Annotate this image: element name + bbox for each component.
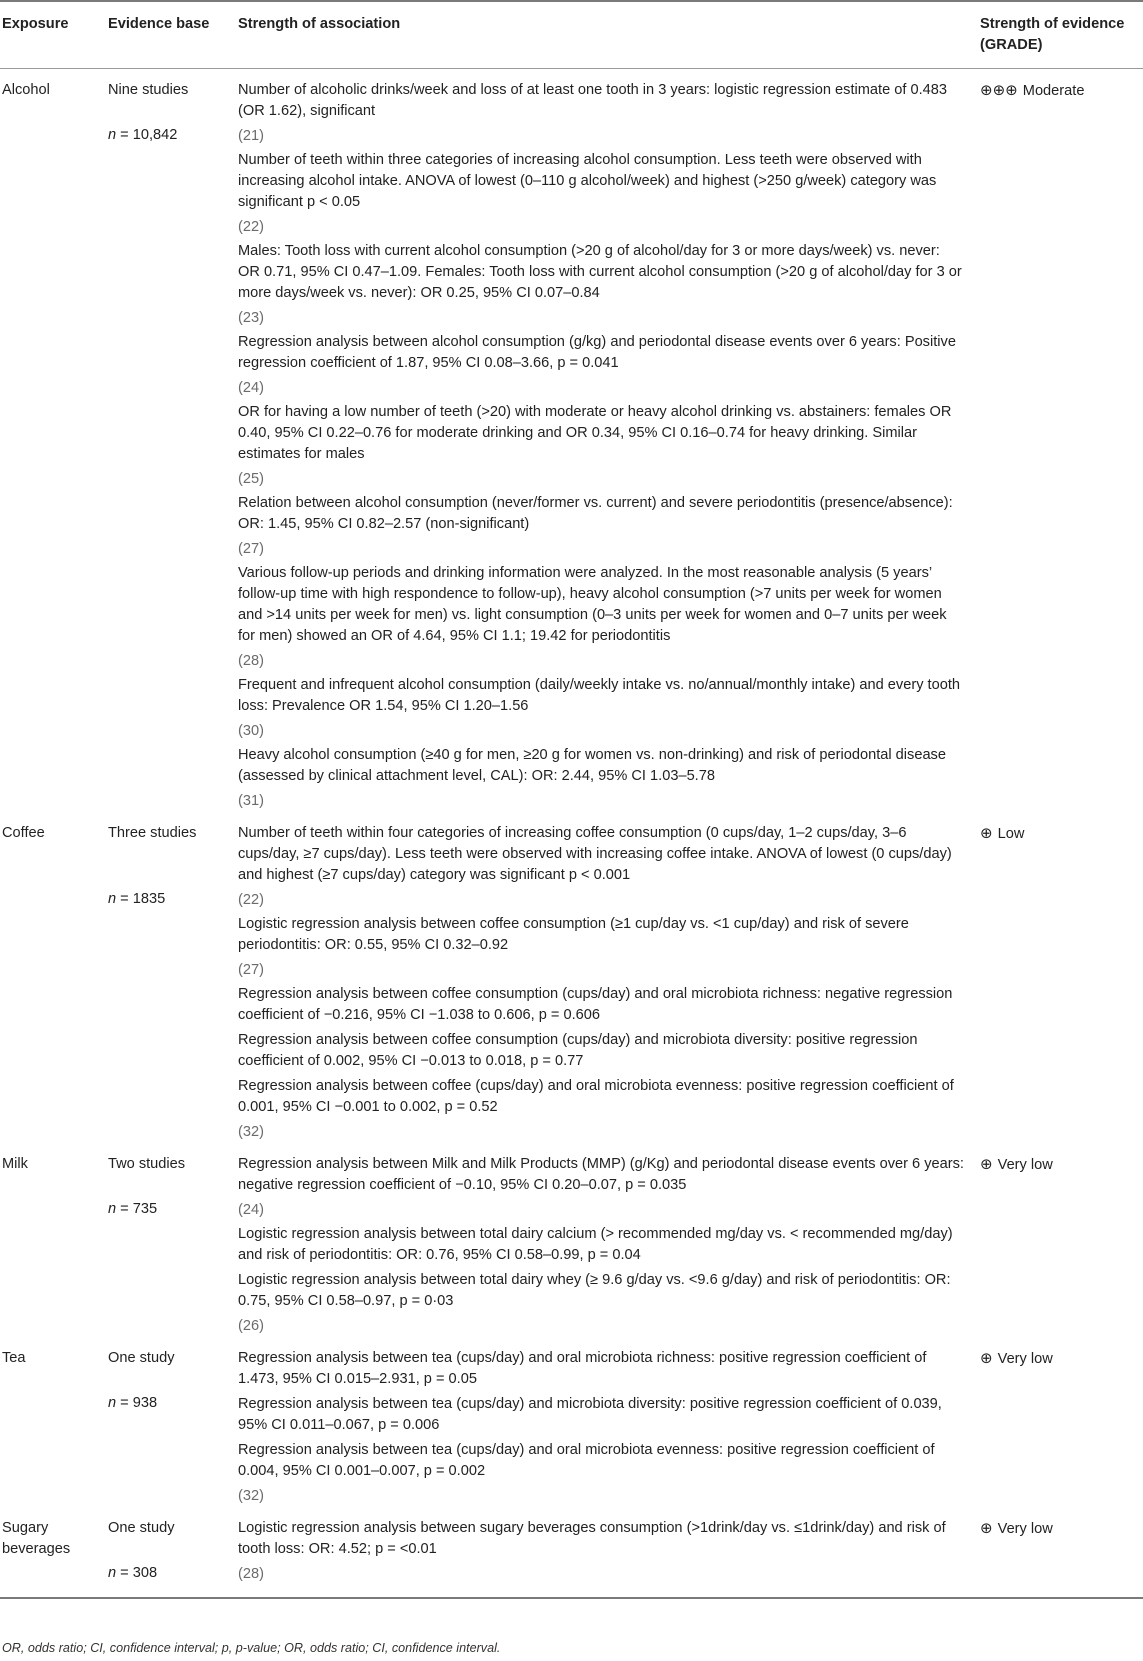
table-footnote: OR, odds ratio; CI, confidence interval; p, p-value; OR, odds ratio; CI, confidence interval. bbox=[2, 1641, 501, 1655]
table-row-sugary-beverages bbox=[0, 1510, 1143, 1598]
evidence-base-cell bbox=[102, 1146, 226, 1340]
sample-size bbox=[108, 1563, 226, 1584]
grade-label: Low bbox=[997, 826, 1025, 842]
grade-label: Very low bbox=[997, 1351, 1053, 1367]
reference-citation: (32) bbox=[238, 1488, 264, 1504]
exposure-cell: Alcohol bbox=[2, 82, 50, 98]
association-text: Regression analysis between coffee (cups/day) and oral microbiota evenness: positive regression coefficient of 0.001, 95% CI −0.001 to 0.002, p = 0.52 bbox=[238, 1078, 954, 1115]
reference-citation: (21) bbox=[238, 128, 264, 144]
n-value: = 308 bbox=[116, 1565, 158, 1581]
table-body bbox=[0, 69, 1143, 1599]
grade-symbols: ⊕ bbox=[980, 825, 993, 842]
studies-count: Two studies bbox=[108, 1156, 186, 1172]
reference-citation: (31) bbox=[238, 793, 264, 809]
header-exposure: Exposure bbox=[0, 1, 102, 69]
reference-citation: (26) bbox=[238, 1318, 264, 1334]
association-text: Regression analysis between tea (cups/day) and oral microbiota evenness: positive regression coefficient of 0.004, 95% CI 0.001–0.007, p = 0.002 bbox=[238, 1442, 935, 1479]
association-text: Heavy alcohol consumption (≥40 g for men, ≥20 g for women vs. non-drinking) and risk of periodontal disease (assessed by clinical attachment level, CAL): OR: 2.44, 95% CI 1.03–5.78 bbox=[238, 747, 946, 784]
grade-label: Very low bbox=[997, 1157, 1053, 1173]
grade-symbols: ⊕ bbox=[980, 1156, 993, 1173]
table-row-milk bbox=[0, 1146, 1143, 1340]
association-text: Relation between alcohol consumption (never/former vs. current) and severe periodontitis (presence/absence): OR: 1.45, 95% CI 0.82–2.57 (non-significant) bbox=[238, 495, 953, 532]
n-label: n bbox=[108, 1395, 117, 1411]
n-value: = 1835 bbox=[116, 891, 166, 907]
reference-citation: (24) bbox=[238, 380, 264, 396]
grade-cell bbox=[972, 1146, 1143, 1340]
association-text: Number of teeth within four categories of increasing coffee consumption (0 cups/day, 1–2 cups/day, 3–6 cups/day, ≥7 cups/day). Less teeth were observed with increasing coffee intake. ANOVA of lowest (0 cups/day) and highest (≥7 cups/day) category was significant p < 0.001 bbox=[238, 825, 952, 883]
reference-citation: (28) bbox=[238, 1566, 264, 1582]
n-label: n bbox=[108, 1201, 117, 1217]
exposure-cell: Sugary beverages bbox=[0, 1510, 102, 1598]
association-text: Regression analysis between alcohol consumption (g/kg) and periodontal disease events over 6 years: Positive regression coefficient of 1.87, 95% CI 0.08–3.66, p = 0.041 bbox=[238, 334, 956, 371]
grade-symbols: ⊕ bbox=[980, 1520, 993, 1537]
reference-citation: (25) bbox=[238, 471, 264, 487]
evidence-base-cell bbox=[102, 815, 226, 1146]
sample-size bbox=[108, 889, 226, 910]
n-label: n bbox=[108, 891, 117, 907]
header-evidence-base: Evidence base bbox=[102, 1, 226, 69]
studies-count: Three studies bbox=[108, 825, 197, 841]
grade-cell bbox=[972, 69, 1143, 816]
association-text: Regression analysis between tea (cups/day) and microbiota diversity: positive regression coefficient of 0.039, 95% CI 0.011–0.067, p = 0.006 bbox=[238, 1396, 942, 1433]
association-text: Regression analysis between coffee consumption (cups/day) and microbiota diversity: positive regression coefficient of 0.002, 95% CI −0.013 to 0.018, p = 0.77 bbox=[238, 1032, 918, 1069]
association-text: Logistic regression analysis between coffee consumption (≥1 cup/day vs. <1 cup/day) and risk of severe periodontitis: OR: 0.55, 95% CI 0.32–0.92 bbox=[238, 916, 909, 953]
association-text: Logistic regression analysis between total dairy calcium (> recommended mg/day vs. < recommended mg/day) and risk of periodontitis: OR: 0.76, 95% CI 0.58–0.99, p = 0.04 bbox=[238, 1226, 953, 1263]
association-text: Frequent and infrequent alcohol consumption (daily/weekly intake vs. no/annual/monthly intake) and every tooth loss: Prevalence OR 1.54, 95% CI 1.20–1.56 bbox=[238, 677, 961, 714]
grade-cell bbox=[972, 1510, 1143, 1598]
association-text: OR for having a low number of teeth (>20) with moderate or heavy alcohol drinking vs. abstainers: females OR 0.40, 95% CI 0.22–0.76 for moderate drinking and OR 0.34, 95% CI 0.16–0.74 for heavy drinking. Similar estimates for males bbox=[238, 404, 952, 462]
grade-label: Moderate bbox=[1022, 83, 1085, 99]
association-text: Logistic regression analysis between sugary beverages consumption (>1drink/day vs. ≤1drink/day) and risk of tooth loss: OR: 4.52; p = <0.01 bbox=[238, 1520, 946, 1557]
sample-size bbox=[108, 1199, 226, 1220]
sample-size bbox=[108, 125, 226, 146]
grade-label: Very low bbox=[997, 1521, 1053, 1537]
reference-citation: (24) bbox=[238, 1202, 264, 1218]
association-text: Various follow-up periods and drinking information were analyzed. In the most reasonable analysis (5 years’ follow-up time with high respondence to follow-up), heavy alcohol consumption (>7 units per week for women and >14 units per week for men) vs. light consumption (0–3 units per week for women and 0–7 units per week for men) showed an OR of 4.64, 95% CI 1.1; 19.42 for periodontitis bbox=[238, 565, 947, 644]
table-header bbox=[0, 1, 1143, 69]
exposure-cell: Tea bbox=[2, 1350, 26, 1366]
association-cell bbox=[226, 815, 972, 1146]
n-value: = 735 bbox=[116, 1201, 158, 1217]
header-strength-evidence: Strength of evidence (GRADE) bbox=[972, 1, 1143, 69]
association-cell bbox=[226, 1510, 972, 1598]
association-cell bbox=[226, 1146, 972, 1340]
association-cell bbox=[226, 1340, 972, 1510]
evidence-base-cell bbox=[102, 1340, 226, 1510]
reference-citation: (22) bbox=[238, 892, 264, 908]
n-value: = 938 bbox=[116, 1395, 158, 1411]
reference-citation: (30) bbox=[238, 723, 264, 739]
reference-citation: (22) bbox=[238, 219, 264, 235]
reference-citation: (28) bbox=[238, 653, 264, 669]
reference-citation: (27) bbox=[238, 962, 264, 978]
n-label: n bbox=[108, 127, 117, 143]
exposure-cell: Milk bbox=[2, 1156, 28, 1172]
table-row-coffee bbox=[0, 815, 1143, 1146]
association-text: Regression analysis between tea (cups/day) and oral microbiota richness: positive regression coefficient of 1.473, 95% CI 0.015–2.931, p = 0.05 bbox=[238, 1350, 927, 1387]
grade-symbols: ⊕ bbox=[980, 1350, 993, 1367]
association-text: Regression analysis between Milk and Milk Products (MMP) (g/Kg) and periodontal disease events over 6 years: negative regression coefficient of −0.10, 95% CI 0.20–0.07, p = 0.035 bbox=[238, 1156, 964, 1193]
header-strength-association: Strength of association bbox=[226, 1, 972, 69]
n-label: n bbox=[108, 1565, 117, 1581]
table-row-tea bbox=[0, 1340, 1143, 1510]
association-text: Number of alcoholic drinks/week and loss of at least one tooth in 3 years: logistic regression estimate of 0.483 (OR 1.62), significant bbox=[238, 82, 947, 119]
table-row-alcohol bbox=[0, 69, 1143, 816]
association-cell bbox=[226, 69, 972, 816]
studies-count: One study bbox=[108, 1350, 175, 1366]
grade-cell bbox=[972, 815, 1143, 1146]
grade-symbols: ⊕⊕⊕ bbox=[980, 82, 1018, 99]
exposure-cell: Coffee bbox=[2, 825, 45, 841]
reference-citation: (23) bbox=[238, 310, 264, 326]
reference-citation: (27) bbox=[238, 541, 264, 557]
association-text: Number of teeth within three categories of increasing alcohol consumption. Less teeth were observed with increasing alcohol intake. ANOVA of lowest (0–110 g alcohol/week) and highest (>250 g/week) category was significant p < 0.05 bbox=[238, 152, 937, 210]
sample-size bbox=[108, 1393, 226, 1414]
evidence-base-cell bbox=[102, 69, 226, 816]
association-text: Logistic regression analysis between total dairy whey (≥ 9.6 g/day vs. <9.6 g/day) and risk of periodontitis: OR: 0.75, 95% CI 0.58–0.97, p = 0·03 bbox=[238, 1272, 951, 1309]
studies-count: Nine studies bbox=[108, 82, 189, 98]
n-value: = 10,842 bbox=[116, 127, 178, 143]
reference-citation: (32) bbox=[238, 1124, 264, 1140]
association-text: Regression analysis between coffee consumption (cups/day) and oral microbiota richness: negative regression coefficient of −0.216, 95% CI −1.038 to 0.606, p = 0.606 bbox=[238, 986, 953, 1023]
grade-cell bbox=[972, 1340, 1143, 1510]
studies-count: One study bbox=[108, 1520, 175, 1536]
evidence-base-cell bbox=[102, 1510, 226, 1598]
association-text: Males: Tooth loss with current alcohol consumption (>20 g of alcohol/day for 3 or more days/week) vs. never: OR 0.71, 95% CI 0.47–1.09. Females: Tooth loss with current alcohol consumption (>20 g of alcohol/day for 3 or more days/week vs. never): OR 0.25, 95% CI 0.07–0.84 bbox=[238, 243, 962, 301]
